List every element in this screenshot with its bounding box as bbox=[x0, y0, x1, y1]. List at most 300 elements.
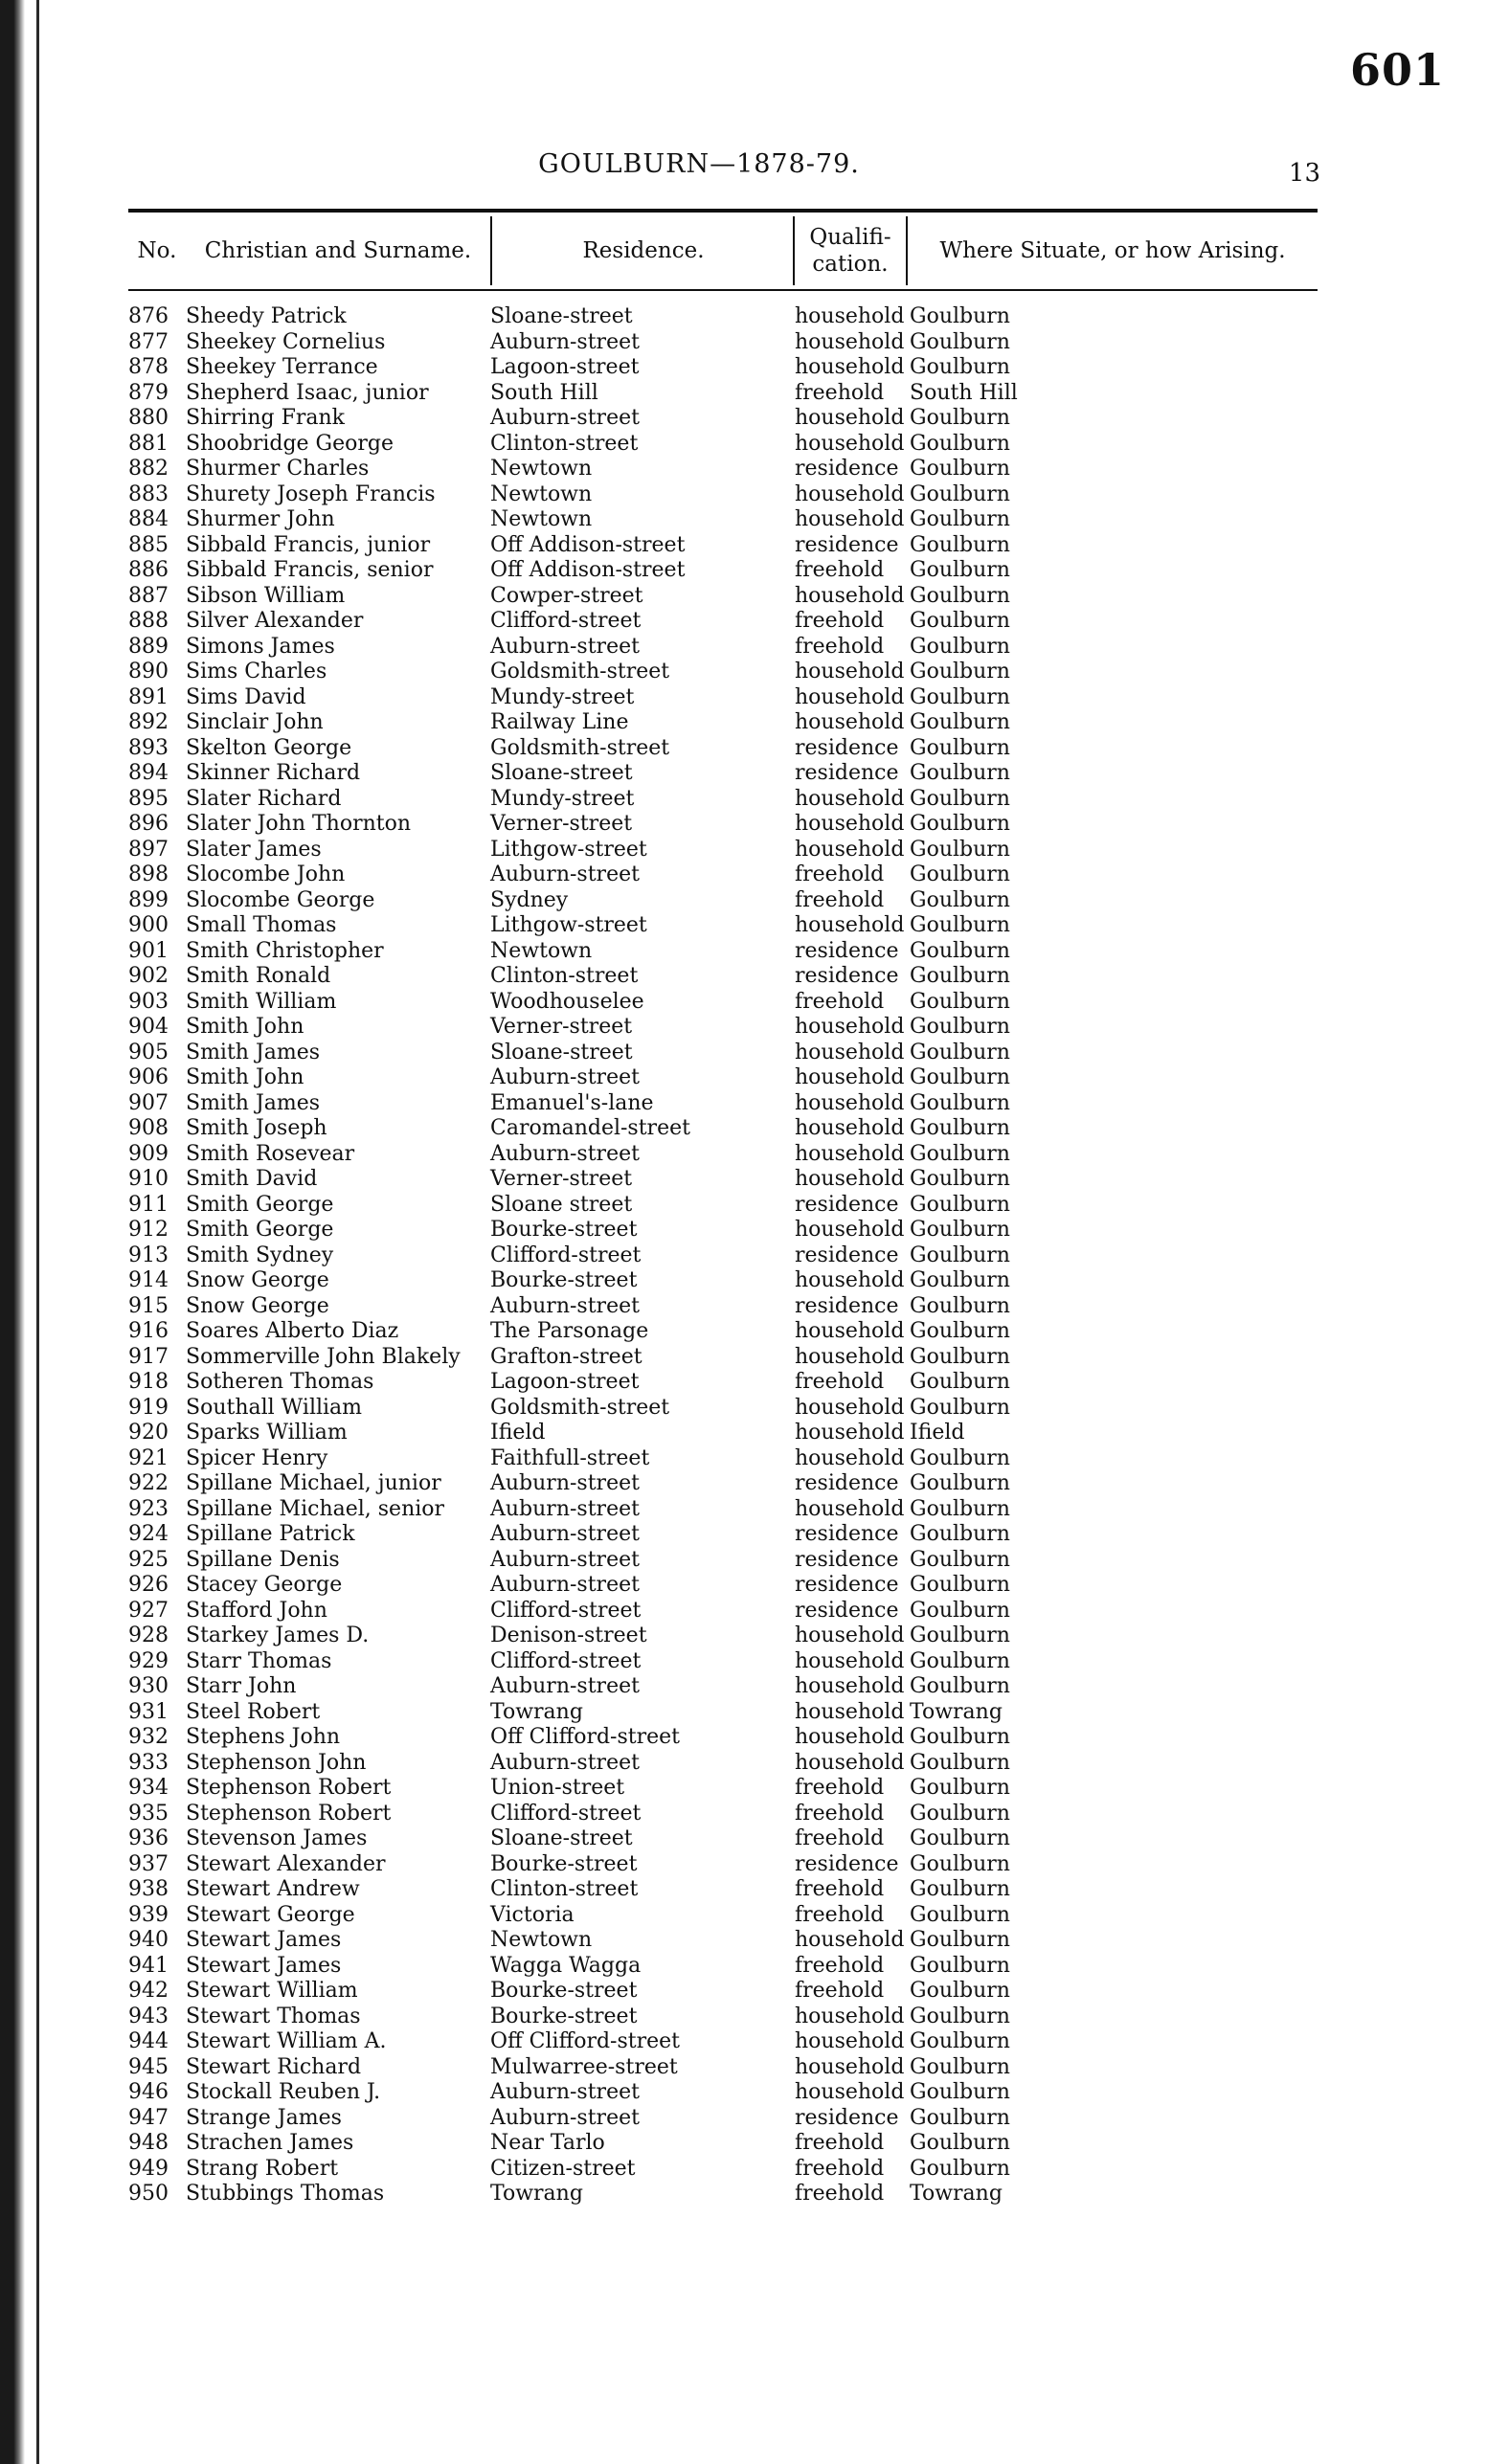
cell-residence: Auburn-street bbox=[490, 1471, 640, 1495]
cell-qualification: residence bbox=[795, 1598, 899, 1623]
cell-where: Goulburn bbox=[910, 2029, 1010, 2053]
cell-where: Goulburn bbox=[910, 1344, 1010, 1369]
cell-no: 930 bbox=[128, 1674, 169, 1698]
cell-residence: Off Clifford-street bbox=[490, 1725, 680, 1749]
cell-where: Goulburn bbox=[910, 583, 1010, 608]
cell-name: Smith William bbox=[186, 989, 337, 1014]
cell-name: Stevenson James bbox=[186, 1826, 368, 1850]
cell-no: 912 bbox=[128, 1218, 169, 1242]
cell-qualification: household bbox=[795, 684, 905, 709]
cell-where: Goulburn bbox=[910, 887, 1010, 912]
cell-qualification: residence bbox=[795, 1573, 899, 1597]
cell-name: Stewart George bbox=[186, 1902, 355, 1927]
electoral-roll-table bbox=[0, 304, 1510, 2207]
cell-no: 893 bbox=[128, 735, 169, 760]
cell-no: 924 bbox=[128, 1522, 169, 1546]
table-row bbox=[0, 2106, 1510, 2132]
table-row bbox=[0, 736, 1510, 762]
cell-no: 914 bbox=[128, 1268, 169, 1292]
cell-qualification: household bbox=[795, 1040, 905, 1064]
cell-name: Strange James bbox=[186, 2105, 342, 2130]
cell-qualification: residence bbox=[795, 938, 899, 963]
cell-no: 885 bbox=[128, 532, 169, 557]
cell-where: Goulburn bbox=[910, 1395, 1010, 1420]
cell-name: Stewart Thomas bbox=[186, 2004, 361, 2028]
table-row bbox=[0, 787, 1510, 813]
cell-residence: Auburn-street bbox=[490, 1547, 640, 1572]
table-row bbox=[0, 964, 1510, 990]
cell-residence: Bourke-street bbox=[490, 1268, 638, 1292]
cell-name: Sheekey Terrance bbox=[186, 355, 378, 379]
cell-residence: Near Tarlo bbox=[490, 2131, 605, 2155]
cell-where: Goulburn bbox=[910, 735, 1010, 760]
cell-where: Goulburn bbox=[910, 1573, 1010, 1597]
cell-residence: Grafton-street bbox=[490, 1344, 642, 1369]
table-row bbox=[0, 1218, 1510, 1243]
cell-residence: Newtown bbox=[490, 482, 593, 506]
cell-name: Shurmer Charles bbox=[186, 457, 370, 481]
cell-no: 878 bbox=[128, 355, 169, 379]
cell-residence: Clifford-street bbox=[490, 1598, 642, 1623]
cell-name: Stafford John bbox=[186, 1598, 327, 1623]
cell-residence: Auburn-street bbox=[490, 1674, 640, 1698]
table-row bbox=[0, 1903, 1510, 1929]
cell-qualification: household bbox=[795, 1167, 905, 1191]
cell-no: 882 bbox=[128, 457, 169, 481]
table-row bbox=[0, 990, 1510, 1016]
table-row bbox=[0, 1776, 1510, 1802]
cell-name: Sibbald Francis, junior bbox=[186, 532, 431, 557]
cell-name: Sinclair John bbox=[186, 710, 324, 734]
table-row bbox=[0, 558, 1510, 584]
cell-no: 883 bbox=[128, 482, 169, 506]
cell-name: Strachen James bbox=[186, 2131, 354, 2155]
cell-no: 925 bbox=[128, 1547, 169, 1572]
cell-name: Starkey James D. bbox=[186, 1624, 370, 1647]
cell-where: Goulburn bbox=[910, 1192, 1010, 1217]
table-row bbox=[0, 1700, 1510, 1726]
cell-residence: Auburn-street bbox=[490, 1496, 640, 1521]
cell-where: Goulburn bbox=[910, 913, 1010, 937]
cell-residence: Sloane-street bbox=[490, 1826, 633, 1850]
cell-name: Spicer Henry bbox=[186, 1445, 328, 1470]
table-row bbox=[0, 1319, 1510, 1345]
cell-qualification: residence bbox=[795, 1851, 899, 1876]
cell-qualification: household bbox=[795, 710, 905, 734]
cell-where: Goulburn bbox=[910, 1750, 1010, 1775]
cell-residence: Verner-street bbox=[490, 812, 633, 836]
cell-no: 877 bbox=[128, 329, 169, 354]
cell-residence: Sydney bbox=[490, 887, 569, 912]
table-row bbox=[0, 507, 1510, 533]
table-row bbox=[0, 635, 1510, 661]
table-row bbox=[0, 1928, 1510, 1954]
cell-where: Goulburn bbox=[910, 1293, 1010, 1318]
cell-no: 908 bbox=[128, 1116, 169, 1140]
cell-name: Stewart Richard bbox=[186, 2054, 362, 2079]
cell-name: Sparks William bbox=[186, 1421, 348, 1445]
cell-name: Smith Ronald bbox=[186, 964, 331, 988]
cell-where: South Hill bbox=[910, 380, 1018, 405]
cell-where: Goulburn bbox=[910, 482, 1010, 506]
cell-qualification: freehold bbox=[795, 1776, 885, 1800]
cell-residence: Citizen-street bbox=[490, 2156, 636, 2181]
cell-qualification: household bbox=[795, 1141, 905, 1166]
cell-residence: South Hill bbox=[490, 380, 598, 405]
cell-where: Goulburn bbox=[910, 355, 1010, 379]
cell-where: Goulburn bbox=[910, 2131, 1010, 2155]
table-row bbox=[0, 609, 1510, 635]
cell-no: 890 bbox=[128, 660, 169, 683]
cell-qualification: residence bbox=[795, 1522, 899, 1546]
cell-name: Skelton George bbox=[186, 735, 352, 760]
cell-no: 894 bbox=[128, 761, 169, 785]
cell-name: Stephenson John bbox=[186, 1750, 367, 1775]
cell-residence: Auburn-street bbox=[490, 329, 640, 354]
cell-no: 943 bbox=[128, 2004, 169, 2028]
cell-residence: Clinton-street bbox=[490, 1877, 639, 1901]
table-row bbox=[0, 1193, 1510, 1219]
cell-residence: Lagoon-street bbox=[490, 355, 640, 379]
table-row bbox=[0, 1674, 1510, 1700]
cell-no: 942 bbox=[128, 1979, 169, 2003]
cell-no: 887 bbox=[128, 583, 169, 608]
cell-where: Goulburn bbox=[910, 1167, 1010, 1191]
cell-where: Goulburn bbox=[910, 812, 1010, 836]
cell-name: Sibbald Francis, senior bbox=[186, 558, 434, 582]
cell-qualification: household bbox=[795, 2004, 905, 2028]
cell-residence: Mulwarree-street bbox=[490, 2054, 678, 2079]
table-row bbox=[0, 1624, 1510, 1649]
table-row bbox=[0, 304, 1510, 330]
cell-where: Goulburn bbox=[910, 406, 1010, 430]
cell-qualification: household bbox=[795, 1065, 905, 1089]
cell-no: 916 bbox=[128, 1319, 169, 1343]
cell-name: Smith Christopher bbox=[186, 938, 384, 963]
table-row bbox=[0, 2131, 1510, 2157]
cell-qualification: household bbox=[795, 482, 905, 506]
cell-where: Goulburn bbox=[910, 684, 1010, 709]
cell-where: Goulburn bbox=[910, 329, 1010, 354]
cell-qualification: household bbox=[795, 1496, 905, 1521]
table-row bbox=[0, 1573, 1510, 1599]
cell-residence: Verner-street bbox=[490, 1167, 633, 1191]
cell-qualification: household bbox=[795, 1445, 905, 1470]
cell-name: Spillane Denis bbox=[186, 1547, 340, 1572]
cell-name: Simons James bbox=[186, 634, 335, 659]
table-row bbox=[0, 381, 1510, 407]
table-row bbox=[0, 2157, 1510, 2183]
table-row bbox=[0, 1979, 1510, 2005]
cell-no: 903 bbox=[128, 989, 169, 1014]
cell-no: 905 bbox=[128, 1040, 169, 1064]
cell-residence: Mundy-street bbox=[490, 786, 635, 811]
cell-no: 933 bbox=[128, 1750, 169, 1775]
cell-qualification: freehold bbox=[795, 634, 885, 659]
cell-name: Southall William bbox=[186, 1395, 363, 1420]
cell-residence: Clifford-street bbox=[490, 1243, 642, 1267]
cell-residence: Off Clifford-street bbox=[490, 2029, 680, 2053]
cell-residence: Auburn-street bbox=[490, 1573, 640, 1597]
cell-where: Goulburn bbox=[910, 1090, 1010, 1115]
cell-qualification: household bbox=[795, 1116, 905, 1140]
cell-qualification: household bbox=[795, 786, 905, 811]
table-row bbox=[0, 2055, 1510, 2081]
table-row bbox=[0, 2080, 1510, 2106]
cell-name: Stewart James bbox=[186, 1953, 342, 1978]
cell-residence: Ifield bbox=[490, 1421, 546, 1445]
cell-where: Goulburn bbox=[910, 1776, 1010, 1800]
cell-no: 902 bbox=[128, 964, 169, 988]
table-row bbox=[0, 1725, 1510, 1751]
cell-no: 950 bbox=[128, 2182, 169, 2206]
cell-name: Stephenson Robert bbox=[186, 1801, 392, 1826]
cell-no: 946 bbox=[128, 2080, 169, 2104]
cell-where: Towrang bbox=[910, 2182, 1003, 2206]
cell-qualification: household bbox=[795, 1674, 905, 1698]
cell-residence: Railway Line bbox=[490, 710, 629, 734]
cell-residence: Union-street bbox=[490, 1776, 625, 1800]
cell-qualification: freehold bbox=[795, 1902, 885, 1927]
cell-name: Snow George bbox=[186, 1268, 329, 1292]
cell-residence: Denison-street bbox=[490, 1624, 647, 1647]
table-row bbox=[0, 1065, 1510, 1091]
cell-name: Sheekey Cornelius bbox=[186, 329, 386, 354]
table-row bbox=[0, 1446, 1510, 1472]
table-row bbox=[0, 1167, 1510, 1193]
cell-residence: Newtown bbox=[490, 938, 593, 963]
cell-no: 904 bbox=[128, 1015, 169, 1039]
cell-no: 922 bbox=[128, 1471, 169, 1495]
cell-no: 931 bbox=[128, 1699, 169, 1724]
cell-qualification: freehold bbox=[795, 2156, 885, 2181]
cell-where: Goulburn bbox=[910, 1218, 1010, 1242]
cell-where: Goulburn bbox=[910, 304, 1010, 328]
cell-qualification: residence bbox=[795, 964, 899, 988]
cell-no: 944 bbox=[128, 2029, 169, 2053]
table-row bbox=[0, 2029, 1510, 2055]
cell-no: 898 bbox=[128, 862, 169, 886]
cell-residence: Auburn-street bbox=[490, 862, 640, 886]
cell-residence: Towrang bbox=[490, 2182, 583, 2206]
cell-name: Sibson William bbox=[186, 583, 346, 608]
cell-where: Goulburn bbox=[910, 558, 1010, 582]
cell-qualification: household bbox=[795, 1015, 905, 1039]
cell-where: Goulburn bbox=[910, 1547, 1010, 1572]
cell-no: 879 bbox=[128, 380, 169, 405]
cell-where: Goulburn bbox=[910, 1674, 1010, 1698]
column-header-name: Christian and Surname. bbox=[204, 238, 472, 263]
cell-residence: Sloane-street bbox=[490, 761, 633, 785]
cell-no: 937 bbox=[128, 1851, 169, 1876]
cell-where: Goulburn bbox=[910, 964, 1010, 988]
cell-qualification: household bbox=[795, 1090, 905, 1115]
cell-qualification: freehold bbox=[795, 609, 885, 633]
cell-residence: Clifford-street bbox=[490, 1801, 642, 1826]
cell-name: Sheedy Patrick bbox=[186, 304, 347, 328]
cell-no: 899 bbox=[128, 887, 169, 912]
cell-no: 928 bbox=[128, 1624, 169, 1647]
cell-name: Skinner Richard bbox=[186, 761, 361, 785]
cell-residence: Auburn-street bbox=[490, 1293, 640, 1318]
cell-residence: Off Addison-street bbox=[490, 558, 686, 582]
cell-no: 929 bbox=[128, 1648, 169, 1673]
cell-name: Smith George bbox=[186, 1192, 334, 1217]
cell-qualification: household bbox=[795, 812, 905, 836]
cell-where: Goulburn bbox=[910, 1598, 1010, 1623]
cell-name: Stewart Alexander bbox=[186, 1851, 386, 1876]
cell-qualification: freehold bbox=[795, 1370, 885, 1394]
cell-qualification: freehold bbox=[795, 2131, 885, 2155]
cell-no: 917 bbox=[128, 1344, 169, 1369]
cell-name: Snow George bbox=[186, 1293, 329, 1318]
cell-residence: Clinton-street bbox=[490, 431, 639, 456]
cell-where: Goulburn bbox=[910, 1801, 1010, 1826]
cell-qualification: freehold bbox=[795, 989, 885, 1014]
cell-no: 895 bbox=[128, 786, 169, 811]
cell-qualification: household bbox=[795, 1725, 905, 1749]
cell-name: Stephens John bbox=[186, 1725, 341, 1749]
cell-name: Spillane Michael, junior bbox=[186, 1471, 441, 1495]
cell-qualification: freehold bbox=[795, 1826, 885, 1850]
cell-qualification: freehold bbox=[795, 380, 885, 405]
cell-name: Sims David bbox=[186, 684, 306, 709]
cell-residence: Victoria bbox=[490, 1902, 575, 1927]
cell-name: Slocombe George bbox=[186, 887, 375, 912]
table-row bbox=[0, 761, 1510, 787]
cell-residence: Auburn-street bbox=[490, 1750, 640, 1775]
table-row bbox=[0, 812, 1510, 838]
cell-no: 889 bbox=[128, 634, 169, 659]
table-row bbox=[0, 1599, 1510, 1624]
cell-where: Goulburn bbox=[910, 1015, 1010, 1039]
table-row bbox=[0, 355, 1510, 381]
cell-where: Goulburn bbox=[910, 1040, 1010, 1064]
cell-name: Stewart James bbox=[186, 1928, 342, 1952]
cell-qualification: freehold bbox=[795, 2182, 885, 2206]
table-row bbox=[0, 1548, 1510, 1574]
table-row bbox=[0, 1396, 1510, 1422]
cell-residence: Sloane street bbox=[490, 1192, 633, 1217]
table-row bbox=[0, 1345, 1510, 1371]
cell-where: Goulburn bbox=[910, 989, 1010, 1014]
cell-no: 918 bbox=[128, 1370, 169, 1394]
cell-residence: Verner-street bbox=[490, 1015, 633, 1039]
cell-residence: Newtown bbox=[490, 507, 593, 531]
cell-qualification: household bbox=[795, 583, 905, 608]
cell-name: Smith John bbox=[186, 1065, 304, 1089]
cell-where: Goulburn bbox=[910, 1928, 1010, 1952]
cell-where: Goulburn bbox=[910, 1851, 1010, 1876]
cell-no: 919 bbox=[128, 1395, 169, 1420]
cell-name: Spillane Patrick bbox=[186, 1522, 355, 1546]
cell-qualification: household bbox=[795, 660, 905, 683]
cell-name: Starr John bbox=[186, 1674, 297, 1698]
cell-residence: Newtown bbox=[490, 457, 593, 481]
table-row bbox=[0, 1243, 1510, 1269]
cell-name: Starr Thomas bbox=[186, 1648, 332, 1673]
cell-no: 896 bbox=[128, 812, 169, 836]
cell-name: Slocombe John bbox=[186, 862, 346, 886]
table-row bbox=[0, 1852, 1510, 1878]
cell-qualification: household bbox=[795, 2029, 905, 2053]
cell-name: Stewart William bbox=[186, 1979, 358, 2003]
cell-qualification: household bbox=[795, 304, 905, 328]
cell-no: 909 bbox=[128, 1141, 169, 1166]
cell-residence: Off Addison-street bbox=[490, 532, 686, 557]
cell-where: Goulburn bbox=[910, 1445, 1010, 1470]
cell-name: Spillane Michael, senior bbox=[186, 1496, 445, 1521]
cell-no: 881 bbox=[128, 431, 169, 456]
cell-no: 923 bbox=[128, 1496, 169, 1521]
cell-qualification: freehold bbox=[795, 1877, 885, 1901]
cell-residence: Sloane-street bbox=[490, 304, 633, 328]
cell-where: Goulburn bbox=[910, 1319, 1010, 1343]
cell-residence: Bourke-street bbox=[490, 2004, 638, 2028]
cell-name: Smith Rosevear bbox=[186, 1141, 355, 1166]
cell-where: Goulburn bbox=[910, 1243, 1010, 1267]
cell-name: Shepherd Isaac, junior bbox=[186, 380, 429, 405]
cell-where: Goulburn bbox=[910, 938, 1010, 963]
table-row bbox=[0, 1649, 1510, 1675]
table-row bbox=[0, 710, 1510, 736]
cell-no: 920 bbox=[128, 1421, 169, 1445]
cell-qualification: household bbox=[795, 1395, 905, 1420]
cell-where: Goulburn bbox=[910, 837, 1010, 862]
table-row bbox=[0, 913, 1510, 939]
cell-where: Goulburn bbox=[910, 1826, 1010, 1850]
cell-no: 927 bbox=[128, 1598, 169, 1623]
cell-residence: Lagoon-street bbox=[490, 1370, 640, 1394]
cell-name: Sims Charles bbox=[186, 660, 327, 683]
cell-qualification: residence bbox=[795, 457, 899, 481]
cell-where: Goulburn bbox=[910, 1877, 1010, 1901]
cell-no: 932 bbox=[128, 1725, 169, 1749]
cell-qualification: household bbox=[795, 913, 905, 937]
cell-qualification: residence bbox=[795, 1243, 899, 1267]
table-row bbox=[0, 457, 1510, 482]
cell-name: Small Thomas bbox=[186, 913, 337, 937]
cell-qualification: freehold bbox=[795, 887, 885, 912]
table-row bbox=[0, 685, 1510, 711]
cell-qualification: household bbox=[795, 837, 905, 862]
table-row bbox=[0, 1041, 1510, 1066]
column-header-qualification: Qualifi-cation. bbox=[809, 225, 891, 277]
table-row bbox=[0, 432, 1510, 458]
cell-qualification: household bbox=[795, 1421, 905, 1445]
cell-qualification: residence bbox=[795, 2105, 899, 2130]
cell-qualification: residence bbox=[795, 532, 899, 557]
table-row bbox=[0, 533, 1510, 559]
cell-no: 941 bbox=[128, 1953, 169, 1978]
cell-no: 897 bbox=[128, 837, 169, 862]
cell-residence: Emanuel's-lane bbox=[490, 1090, 654, 1115]
cell-no: 935 bbox=[128, 1801, 169, 1826]
cell-where: Goulburn bbox=[910, 1268, 1010, 1292]
cell-no: 936 bbox=[128, 1826, 169, 1850]
cell-where: Goulburn bbox=[910, 2080, 1010, 2104]
cell-where: Goulburn bbox=[910, 507, 1010, 531]
cell-where: Goulburn bbox=[910, 1065, 1010, 1089]
cell-no: 886 bbox=[128, 558, 169, 582]
cell-name: Smith David bbox=[186, 1167, 318, 1191]
cell-qualification: household bbox=[795, 2080, 905, 2104]
cell-where: Goulburn bbox=[910, 1141, 1010, 1166]
cell-where: Goulburn bbox=[910, 1953, 1010, 1978]
page-number: 13 bbox=[1288, 159, 1320, 188]
table-row bbox=[0, 660, 1510, 685]
cell-where: Goulburn bbox=[910, 660, 1010, 683]
